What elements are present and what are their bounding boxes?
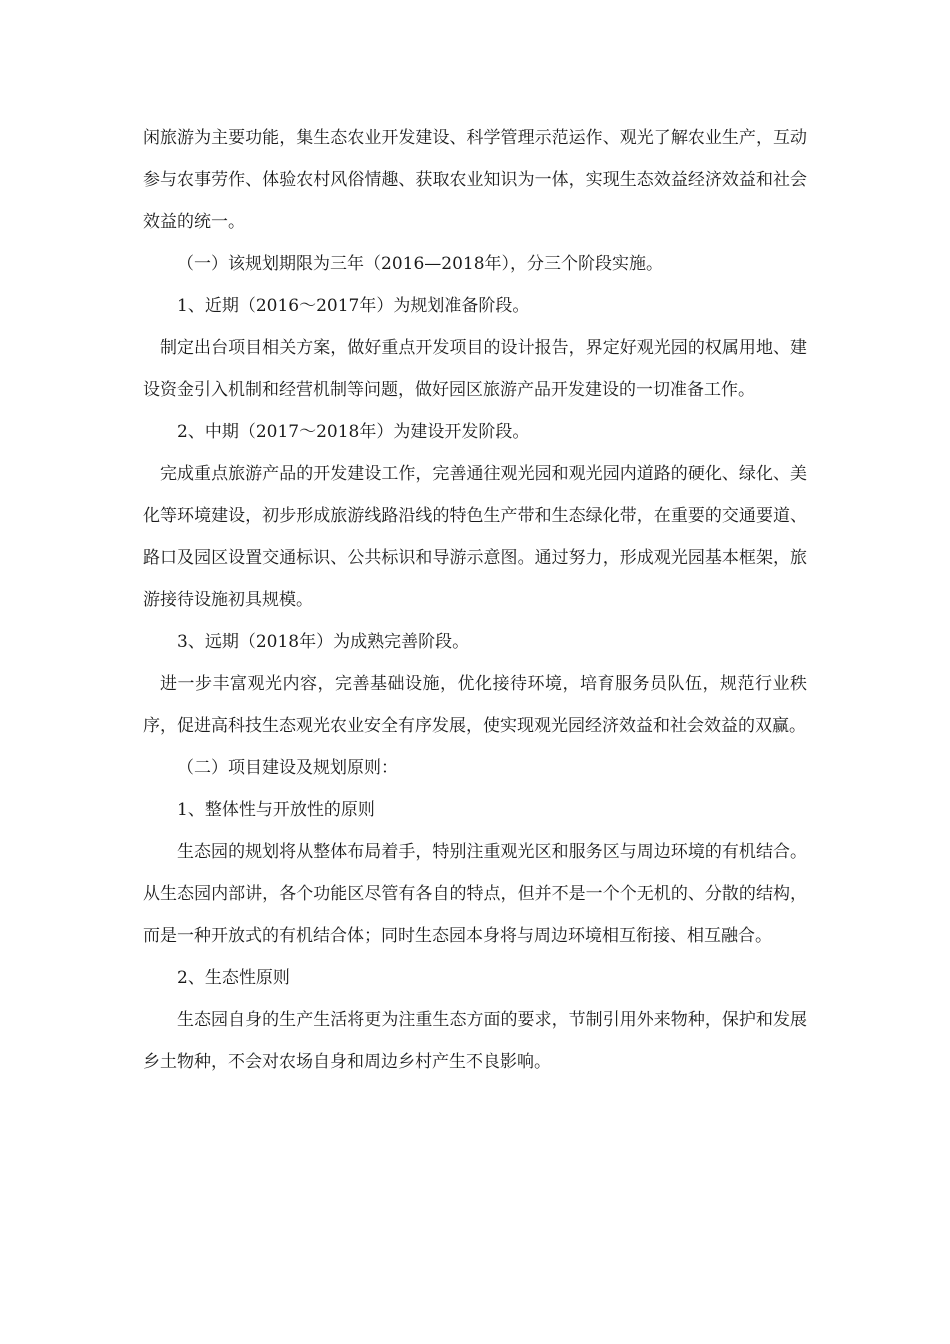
paragraph-ecology: 生态园自身的生产生活将更为注重生态方面的要求，节制引用外来物种，保护和发展乡土物种，不会对农场自身和周边乡村产生不良影响。 [143, 1010, 807, 1072]
paragraph-long-term: 进一步丰富观光内容，完善基础设施，优化接待环境，培育服务员队伍，规范行业秩序，促进高科技生态观光农业安全有序发展，使实现观光园经济效益和社会效益的双赢。 [143, 674, 807, 736]
section-heading-principles: （二）项目建设及规划原则： [177, 758, 398, 778]
paragraph-continued-intro: 闲旅游为主要功能，集生态农业开发建设、科学管理示范运作、观光了解农业生产，互动参与农事劳作、体验农村风俗情趣、获取农业知识为一体，实现生态效益经济效益和社会效益的统一。 [143, 128, 807, 232]
phase-heading-near-term: 1、近期（2016～2017年）为规划准备阶段。 [177, 296, 530, 316]
principle-heading-ecology: 2、生态性原则 [177, 968, 290, 988]
paragraph-near-term: 制定出台项目相关方案，做好重点开发项目的设计报告，界定好观光园的权属用地、建设资金引入机制和经营机制等问题，做好园区旅游产品开发建设的一切准备工作。 [143, 338, 807, 400]
paragraph-mid-term: 完成重点旅游产品的开发建设工作，完善通往观光园和观光园内道路的硬化、绿化、美化等环境建设，初步形成旅游线路沿线的特色生产带和生态绿化带，在重要的交通要道、路口及园区设置交通标识、公共标识和导游示意图。通过努力，形成观光园基本框架，旅游接待设施初具规模。 [143, 464, 807, 610]
paragraph-integrity: 生态园的规划将从整体布局着手，特别注重观光区和服务区与周边环境的有机结合。从生态园内部讲，各个功能区尽管有各自的特点，但并不是一个个无机的、分散的结构，而是一种开放式的有机结合体；同时生态园本身将与周边环境相互衔接、相互融合。 [143, 842, 807, 946]
section-heading-planning-period: （一）该规划期限为三年（2016—2018年），分三个阶段实施。 [177, 254, 664, 274]
phase-heading-mid-term: 2、中期（2017～2018年）为建设开发阶段。 [177, 422, 530, 442]
phase-heading-long-term: 3、远期（2018年）为成熟完善阶段。 [177, 632, 470, 652]
document-body [143, 117, 807, 1083]
principle-heading-integrity: 1、整体性与开放性的原则 [177, 800, 375, 820]
